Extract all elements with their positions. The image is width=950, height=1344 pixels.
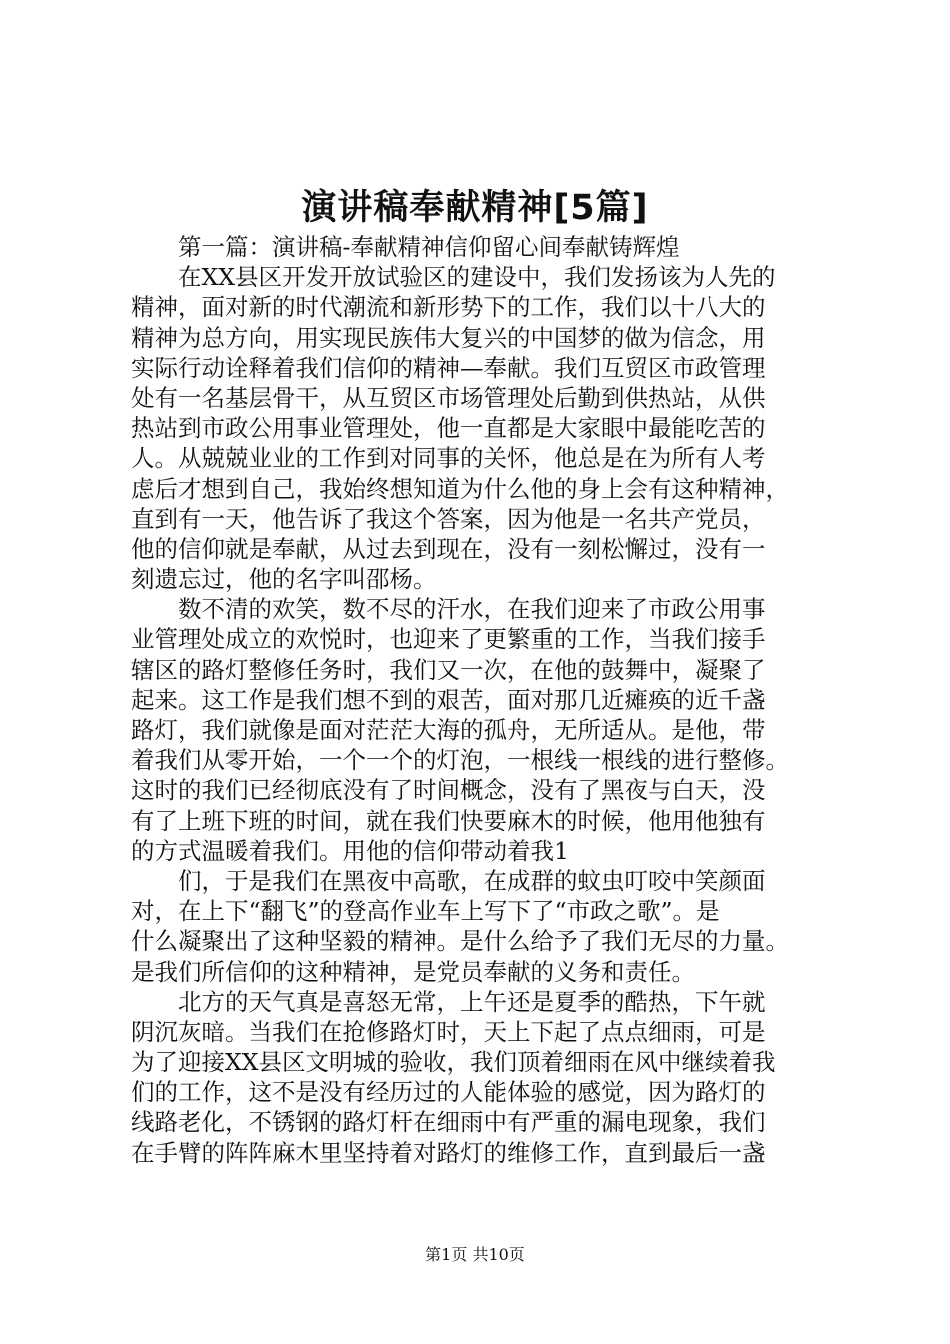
document-body bbox=[131, 232, 831, 1168]
text-line: 处有一名基层骨干，从互贸区市场管理处后勤到供热站，从供 bbox=[131, 383, 766, 412]
text-line: 他的信仰就是奉献，从过去到现在，没有一刻松懈过，没有一 bbox=[131, 534, 766, 563]
text-line: 阴沉灰暗。当我们在抢修路灯时，天上下起了点点细雨，可是 bbox=[131, 1017, 766, 1046]
page-footer: 第1页 共10页 bbox=[425, 1245, 525, 1264]
text-line: 在手臂的阵阵麻木里坚持着对路灯的维修工作，直到最后一盏 bbox=[131, 1138, 766, 1167]
text-line: 热站到市政公用事业管理处，他一直都是大家眼中最能吃苦的 bbox=[131, 414, 766, 443]
text-line: 辖区的路灯整修任务时，我们又一次，在他的鼓舞中，凝聚了 bbox=[131, 655, 766, 684]
text-line: 着我们从零开始，一个一个的灯泡，一根线一根线的进行整修。 bbox=[131, 746, 789, 775]
text-line: 为了迎接XX县区文明城的验收，我们顶着细雨在风中继续着我 bbox=[131, 1048, 776, 1077]
text-line: 在XX县区开发开放试验区的建设中，我们发扬该为人先的 bbox=[178, 263, 776, 292]
text-line: 精神为总方向，用实现民族伟大复兴的中国梦的做为信念，用 bbox=[131, 323, 766, 352]
text-line: 刻遗忘过，他的名字叫邵杨。 bbox=[131, 565, 437, 594]
text-line: 数不清的欢笑，数不尽的汗水，在我们迎来了市政公用事 bbox=[178, 595, 766, 624]
text-line: 起来。这工作是我们想不到的艰苦，面对那几近瘫痪的近千盏 bbox=[131, 685, 766, 714]
text-line: 是我们所信仰的这种精神，是党员奉献的义务和责任。 bbox=[131, 957, 695, 986]
text-line: 这时的我们已经彻底没有了时间概念，没有了黑夜与白天，没 bbox=[131, 776, 766, 805]
text-line: 第一篇：演讲稿-奉献精神信仰留心间奉献铸辉煌 bbox=[178, 233, 680, 261]
text-line: 有了上班下班的时间，就在我们快要麻木的时候，他用他独有 bbox=[131, 806, 766, 835]
text-line: 直到有一天，他告诉了我这个答案，因为他是一名共产党员， bbox=[131, 504, 766, 533]
text-line: 路灯，我们就像是面对茫茫大海的孤舟，无所适从。是他，带 bbox=[131, 716, 766, 744]
document-title: 演讲稿奉献精神[5篇] bbox=[301, 188, 649, 228]
text-line: 实际行动诠释着我们信仰的精神—奉献。我们互贸区市政管理 bbox=[131, 353, 766, 382]
text-line: 的方式温暖着我们。用他的信仰带动着我1 bbox=[131, 836, 569, 865]
text-line: 精神，面对新的时代潮流和新形势下的工作，我们以十八大的 bbox=[131, 293, 766, 322]
text-line: 人。从兢兢业业的工作到对同事的关怀，他总是在为所有人考 bbox=[131, 444, 766, 473]
text-line: 业管理处成立的欢悦时，也迎来了更繁重的工作，当我们接手 bbox=[131, 625, 766, 654]
text-line: 对，在上下“翻飞”的登高作业车上写下了“市政之歌”。是 bbox=[131, 897, 720, 926]
text-line: 们，于是我们在黑夜中高歌，在成群的蚊虫叮咬中笑颜面 bbox=[178, 866, 766, 895]
text-line: 线路老化，不锈钢的路灯杆在细雨中有严重的漏电现象，我们 bbox=[131, 1108, 766, 1137]
text-line: 北方的天气真是喜怒无常，上午还是夏季的酷热，下午就 bbox=[178, 987, 766, 1016]
text-line: 什么凝聚出了这种坚毅的精神。是什么给予了我们无尽的力量。 bbox=[131, 927, 789, 956]
text-line: 们的工作，这不是没有经历过的人能体验的感觉，因为路灯的 bbox=[131, 1078, 766, 1107]
text-line: 虑后才想到自己，我始终想知道为什么他的身上会有这种精神， bbox=[131, 474, 789, 503]
